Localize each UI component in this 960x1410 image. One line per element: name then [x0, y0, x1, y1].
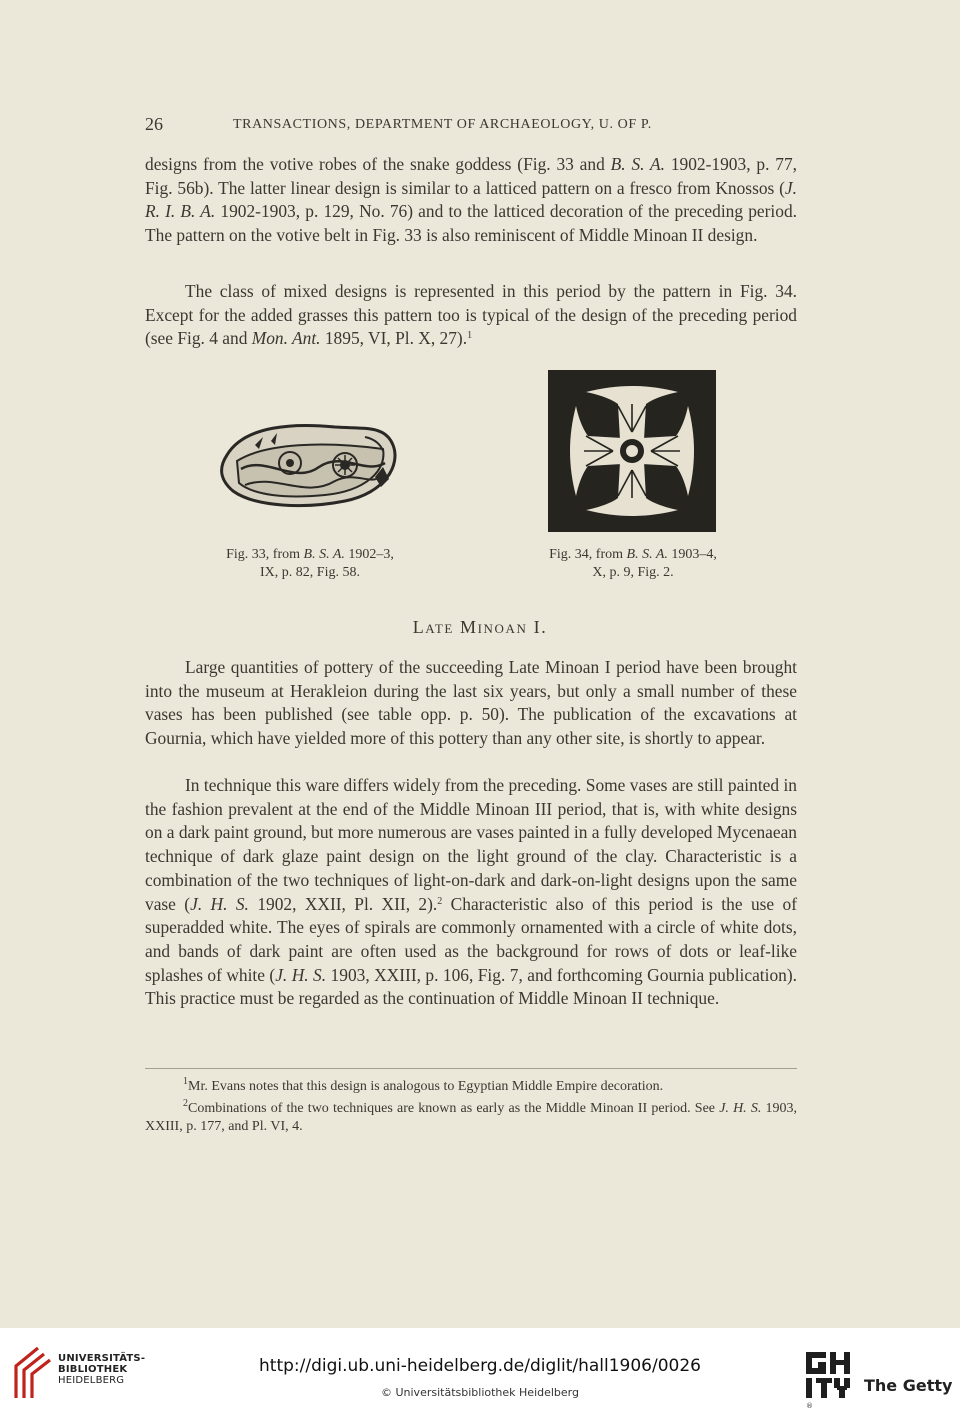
figure-33-illustration — [215, 415, 405, 515]
registered-mark: ® — [806, 1402, 813, 1410]
permalink-url[interactable]: http://digi.ub.uni-heidelberg.de/diglit/hall1906/0026 — [259, 1356, 701, 1376]
figure-33-caption: Fig. 33, from B. S. A. 1902–3, IX, p. 82, Fig. 58. — [226, 547, 394, 580]
footnote-1: $^1$Mr. Evans notes that this design is analogous to Egyptian Middle Empire decoration. — [183, 1076, 664, 1094]
footnote-2: $^2$Combinations of the two techniques are known as early as the Middle Minoan II period. See J. H. S. 1903, XXIII, p. 177, and Pl. VI, 4. — [145, 1098, 798, 1134]
figure-34-illustration — [548, 370, 716, 532]
running-header — [145, 114, 805, 138]
paragraph-2: The class of mixed designs is represented in this period by the pattern in Fig. 34. Except for the added grasses this pattern too is typical of the design of the preceding period (see Fig. 4 and Mon. Ant. 1895, VI, Pl. X, 27).$^1$ — [145, 281, 797, 349]
university-library-logo-icon — [8, 1342, 52, 1400]
getty-logo-icon — [804, 1350, 852, 1400]
running-title: TRANSACTIONS, DEPARTMENT OF ARCHAEOLOGY, U. OF P. — [233, 117, 652, 132]
getty-name: The Getty — [864, 1376, 953, 1395]
figure-34-caption: Fig. 34, from B. S. A. 1903–4, X, p. 9, Fig. 2. — [549, 547, 717, 580]
university-library-name: UNIVERSITÄTS- BIBLIOTHEK HEIDELBERG — [58, 1353, 146, 1386]
page-number: 26 — [145, 114, 163, 134]
viewer-footer — [0, 1328, 960, 1410]
paragraph-4: In technique this ware differs widely from the preceding. Some vases are still painted in the fashion prevalent at the end of the Middle Minoan III period, that is, with white designs on a dark paint ground, but more numerous are vases painted in a fully developed Mycenaean technique of dark glaze paint design on the light ground of the clay. Characteristic is a combination of the two techniques of light-on-dark and dark-on-light designs upon the same vase (J. H. S. 1902, XXII, Pl. XII, 2).$^2$ Characteristic also of this period is the use of superadded white. The eyes of spirals are commonly ornamented with a circle of white dots, and bands of dark paint are often used as the background for rows of dots or leaf-like splashes of white (J. H. S. 1903, XXIII, p. 106, Fig. 7, and forthcoming Gournia publication). This practice must be regarded as the continuation of Middle Minoan II technique. — [145, 775, 798, 1009]
footnote-rule — [145, 1068, 797, 1069]
paragraph-3: Large quantities of pottery of the succeeding Late Minoan I period have been brought into the museum at Herakleion during the last six years, but only a small number of these vases has been published (see table opp. p. 50). The publication of the excavations at Gournia, which have yielded more of this pottery than any other site, is shortly to appear. — [145, 657, 797, 749]
section-heading: Late Minoan I. — [412, 617, 548, 637]
paragraph-1: designs from the votive robes of the snake goddess (Fig. 33 and B. S. A. 1902-1903, p. 77, Fig. 56b). The latter linear design is similar to a latticed pattern on a fresco from Knossos (J. R. I. B. A. 1902-1903, p. 129, No. 76) and to the latticed decoration of the preceding period. The pattern on the votive belt in Fig. 33 is also reminiscent of Middle Minoan II design. — [145, 154, 798, 246]
copyright-notice: © Universitätsbibliothek Heidelberg — [380, 1386, 579, 1399]
